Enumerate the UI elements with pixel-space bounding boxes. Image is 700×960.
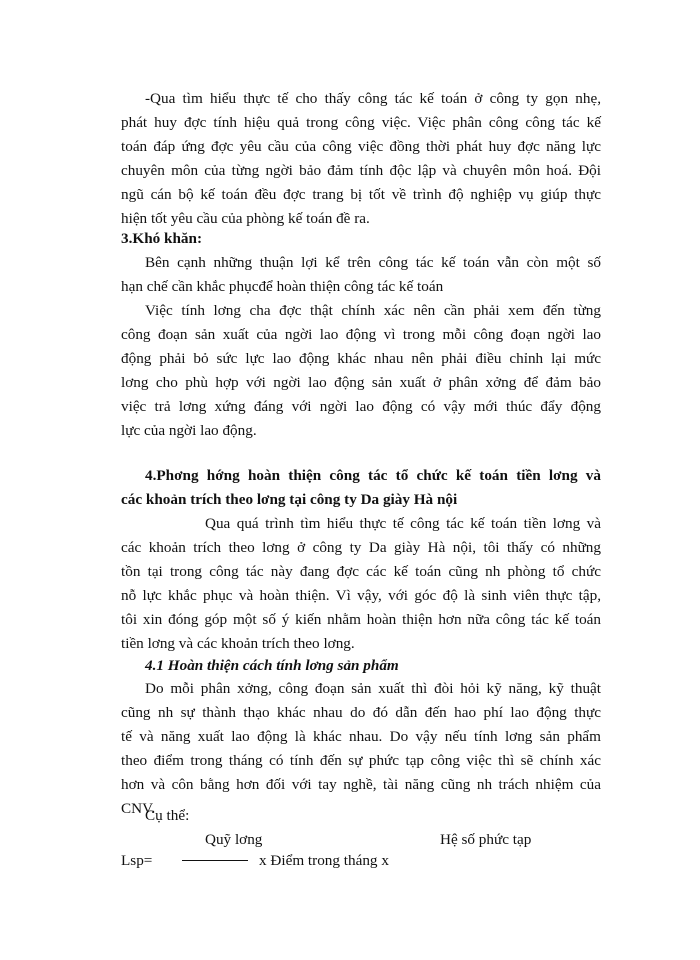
para3-line-3: động phải bỏ sức lực lao động khác nhau nên phải điều chỉnh lại mức bbox=[121, 350, 601, 367]
para2-line-1: Bên cạnh những thuận lợi kể trên công tác kế toán vẫn còn một số bbox=[145, 254, 601, 271]
para4-line-2: các khoản trích theo lơng ở công ty Da giày Hà nội, tôi thấy có những bbox=[121, 539, 601, 556]
para5-line-6: CNV. bbox=[121, 800, 155, 817]
para1-line-5: ngũ cán bộ kế toán đều đợc trang bị tốt về trình độ nghiệp vụ giúp thực bbox=[121, 186, 601, 203]
para3-line-1: Việc tính lơng cha đợc thật chính xác nên cần phải xem đến từng bbox=[145, 302, 601, 319]
para1-line-6: hiện tốt yêu cầu của phòng kế toán đề ra. bbox=[121, 210, 370, 227]
para1-line-2: phát huy đợc tính hiệu quả trong công việc. Việc phân công công tác kế bbox=[121, 114, 601, 131]
cu-the-label: Cụ thể: bbox=[145, 807, 190, 824]
para5-line-3: tế và năng xuất lao động là khác nhau. Do vậy nếu tính lơng sản phẩm bbox=[121, 728, 601, 745]
para1-line-3: toán đáp ứng đợc yêu cầu của công việc đồng thời phát huy đợc năng lực bbox=[121, 138, 601, 155]
para4-line-3: tồn tại trong công tác này đang đợc các kế toán cũng nh phòng tổ chức bbox=[121, 563, 601, 580]
heading-4-line-1: 4.Phơng hớng hoàn thiện công tác tổ chức kế toán tiền lơng và bbox=[145, 467, 601, 484]
formula-numerator-right: Hệ số phức tạp bbox=[440, 831, 532, 848]
formula-numerator-left: Quỹ lơng bbox=[205, 831, 263, 848]
formula-fraction-bar bbox=[182, 860, 248, 861]
para5-line-2: cũng nh sự thành thạo khác nhau do đó dẫn đến hao phí lao động thực bbox=[121, 704, 601, 721]
para5-line-4: theo điểm trong tháng có tính đến sự phức tạp công việc thì sẽ chính xác bbox=[121, 752, 601, 769]
heading-4-1: 4.1 Hoàn thiện cách tính lơng sản phẩm bbox=[145, 657, 399, 674]
para3-line-4: lơng cho phù hợp với ngời lao động sản xuất ở phân xởng để đảm bảo bbox=[121, 374, 601, 391]
heading-4-line-2: các khoản trích theo lơng tại công ty Da giày Hà nội bbox=[121, 491, 458, 508]
heading-kho-khan: 3.Khó khăn: bbox=[121, 230, 203, 247]
formula-lhs: Lsp= bbox=[121, 852, 153, 869]
formula-middle: x Điểm trong tháng x bbox=[259, 852, 389, 869]
para1-line-1: -Qua tìm hiểu thực tế cho thấy công tác kế toán ở công ty gọn nhẹ, bbox=[145, 90, 601, 107]
para4-line-1: Qua quá trình tìm hiểu thực tế công tác kế toán tiền lơng và bbox=[205, 515, 601, 532]
para1-line-4: chuyên môn của từng ngời bảo đảm tính độc lập và chuyên môn hoá. Đội bbox=[121, 162, 601, 179]
para3-line-6: lực của ngời lao động. bbox=[121, 422, 257, 439]
para5-line-5: hơn và côn bằng hơn đối với tay nghề, tài năng cũng nh trách nhiệm của bbox=[121, 776, 601, 793]
para4-line-5: tôi xin đóng góp một số ý kiến nhằm hoàn thiện hơn nữa công tác kế toán bbox=[121, 611, 601, 628]
para5-line-1: Do mỗi phân xởng, công đoạn sản xuất thì đòi hỏi kỹ năng, kỹ thuật bbox=[145, 680, 601, 697]
para3-line-2: công đoạn sản xuất của ngời lao động vì trong mỗi công đoạn ngời lao bbox=[121, 326, 601, 343]
para2-line-2: hạn chế cần khắc phụcđể hoàn thiện công tác kế toán bbox=[121, 278, 444, 295]
para4-line-4: nỗ lực khắc phục và hoàn thiện. Vì vậy, với góc độ là sinh viên thực tập, bbox=[121, 587, 601, 604]
para4-line-6: tiền lơng và các khoản trích theo lơng. bbox=[121, 635, 355, 652]
para3-line-5: việc trả lơng xứng đáng với ngời lao động có vậy mới thúc đẩy động bbox=[121, 398, 601, 415]
